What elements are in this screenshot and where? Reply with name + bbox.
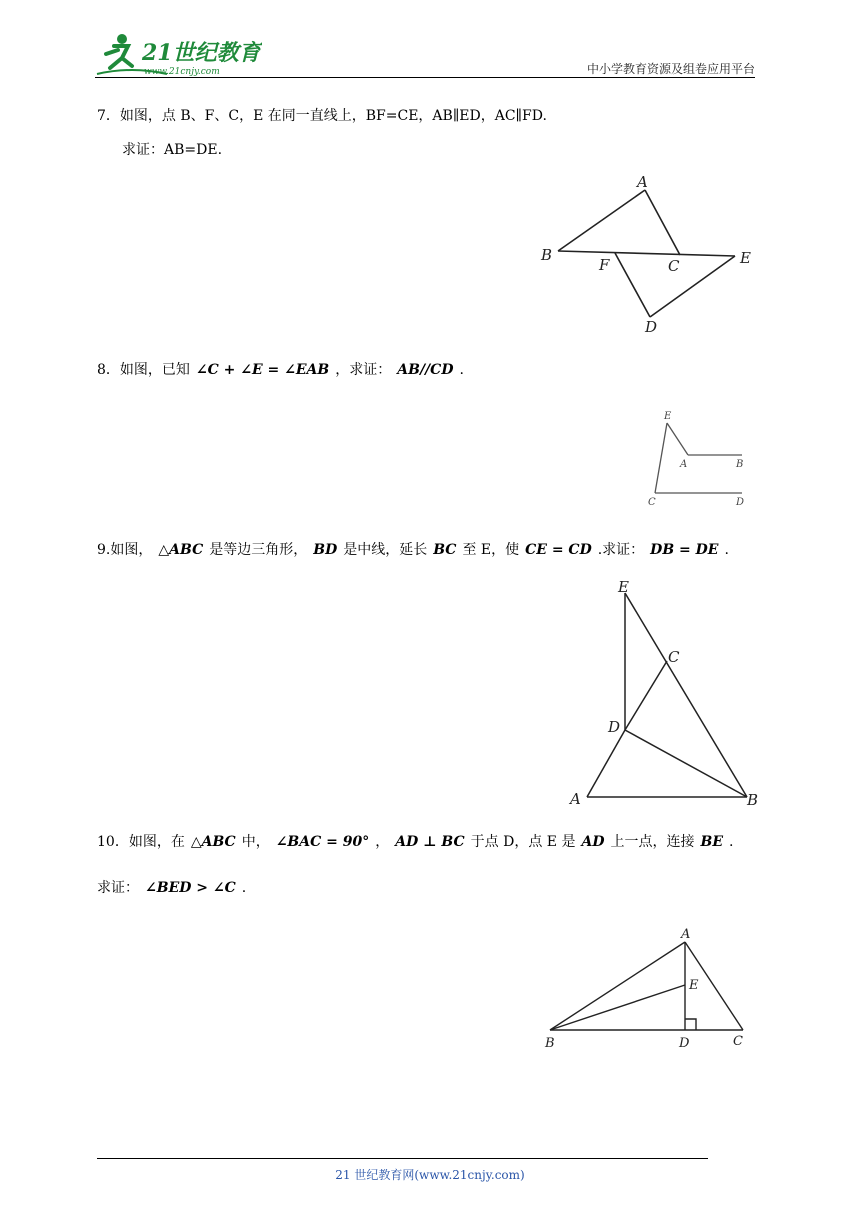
question-10-number: 10．	[97, 834, 129, 850]
fig9-label-a: A	[570, 790, 581, 808]
question-9-part: .求证：	[597, 542, 645, 558]
question-10-text	[97, 832, 733, 852]
fig9-label-b: B	[747, 791, 759, 809]
fig10-label-b: B	[545, 1036, 555, 1051]
question-10-part: .	[729, 834, 734, 850]
question-8-number: 8．	[97, 362, 120, 378]
question-9-math: △ABC	[158, 542, 204, 558]
question-9-part: 是等边三角形，	[209, 542, 308, 558]
question-10-prove	[97, 878, 246, 898]
question-10-part: 于点 D，点 E 是	[470, 834, 576, 850]
question-8-formula: ∠C + ∠E = ∠EAB	[195, 362, 330, 378]
fig7-label-d: D	[645, 318, 658, 336]
question-9-math: DB = DE	[650, 542, 719, 558]
question-8-pre: 如图，已知	[119, 362, 190, 378]
question-9-number: 9.	[97, 542, 111, 558]
question-10-prove-formula: ∠BED > ∠C	[145, 880, 236, 896]
question-10-part: 上一点，连接	[610, 834, 695, 850]
fig10-label-a: A	[681, 927, 691, 942]
question-9-math: BC	[433, 542, 457, 558]
question-10-math: BE	[700, 834, 723, 850]
question-7-prove: 求证：AB=DE.	[122, 142, 223, 158]
question-9-math: BD	[313, 542, 338, 558]
question-10-math: AD	[581, 834, 605, 850]
fig7-label-c: C	[668, 257, 680, 275]
fig9-label-e: E	[618, 578, 629, 596]
fig9-label-d: D	[608, 718, 621, 736]
question-10-math: ∠BAC = 90°	[275, 834, 370, 850]
question-7-body: 如图，点 B、F、C，E 在同一直线上，BF=CE，AB∥ED，AC∥FD.	[119, 108, 547, 124]
question-10-part: ，	[375, 834, 390, 850]
fig7-label-f: F	[599, 256, 610, 274]
fig7-label-b: B	[541, 246, 553, 264]
header-divider	[95, 77, 755, 78]
question-9-part: 如图，	[110, 542, 153, 558]
fig8-label-b: B	[736, 459, 744, 470]
figure-7	[535, 170, 760, 340]
question-9-text	[97, 540, 729, 560]
fig8-label-c: C	[648, 497, 656, 508]
question-9-part: 至 E，使	[462, 542, 520, 558]
question-10-prove-end: .	[241, 880, 247, 896]
question-9-part: 是中线，延长	[343, 542, 428, 558]
figure-8	[640, 405, 760, 515]
logo-text: 21世纪教育	[142, 40, 261, 66]
logo-url-text: www.21cnjy.com	[144, 67, 220, 77]
fig7-label-e: E	[740, 249, 751, 267]
fig9-label-c: C	[668, 648, 680, 666]
question-10-part: 如图，在	[128, 834, 185, 850]
question-10-math: AD ⊥ BC	[395, 834, 465, 850]
fig8-label-d: D	[736, 497, 745, 508]
fig10-label-c: C	[733, 1034, 743, 1049]
footer-text[interactable]: 21 世纪教育网(www.21cnjy.com)	[335, 1168, 525, 1182]
question-10-part: 中，	[241, 834, 270, 850]
site-logo	[92, 30, 262, 80]
question-7-text	[97, 106, 547, 126]
figure-10	[535, 920, 760, 1060]
figure-9	[565, 575, 765, 815]
fig8-label-e: E	[664, 411, 672, 422]
fig7-label-a: A	[637, 173, 648, 191]
question-9-part: .	[724, 542, 729, 558]
footer-divider	[97, 1158, 708, 1159]
question-8-mid: ，求证：	[335, 362, 392, 378]
fig10-label-e: E	[689, 978, 699, 993]
question-7-number: 7．	[97, 108, 120, 124]
question-9-math: CE = CD	[525, 542, 592, 558]
fig10-label-d: D	[679, 1036, 690, 1051]
fig8-label-a: A	[680, 459, 688, 470]
question-8-end: .	[459, 362, 464, 378]
platform-name: 中小学教育资源及组卷应用平台	[586, 62, 755, 76]
question-10-math: △ABC	[190, 834, 236, 850]
question-10-prove-pre: 求证：	[97, 880, 139, 896]
question-8-text	[97, 360, 464, 380]
question-8-goal: AB//CD	[397, 362, 454, 378]
